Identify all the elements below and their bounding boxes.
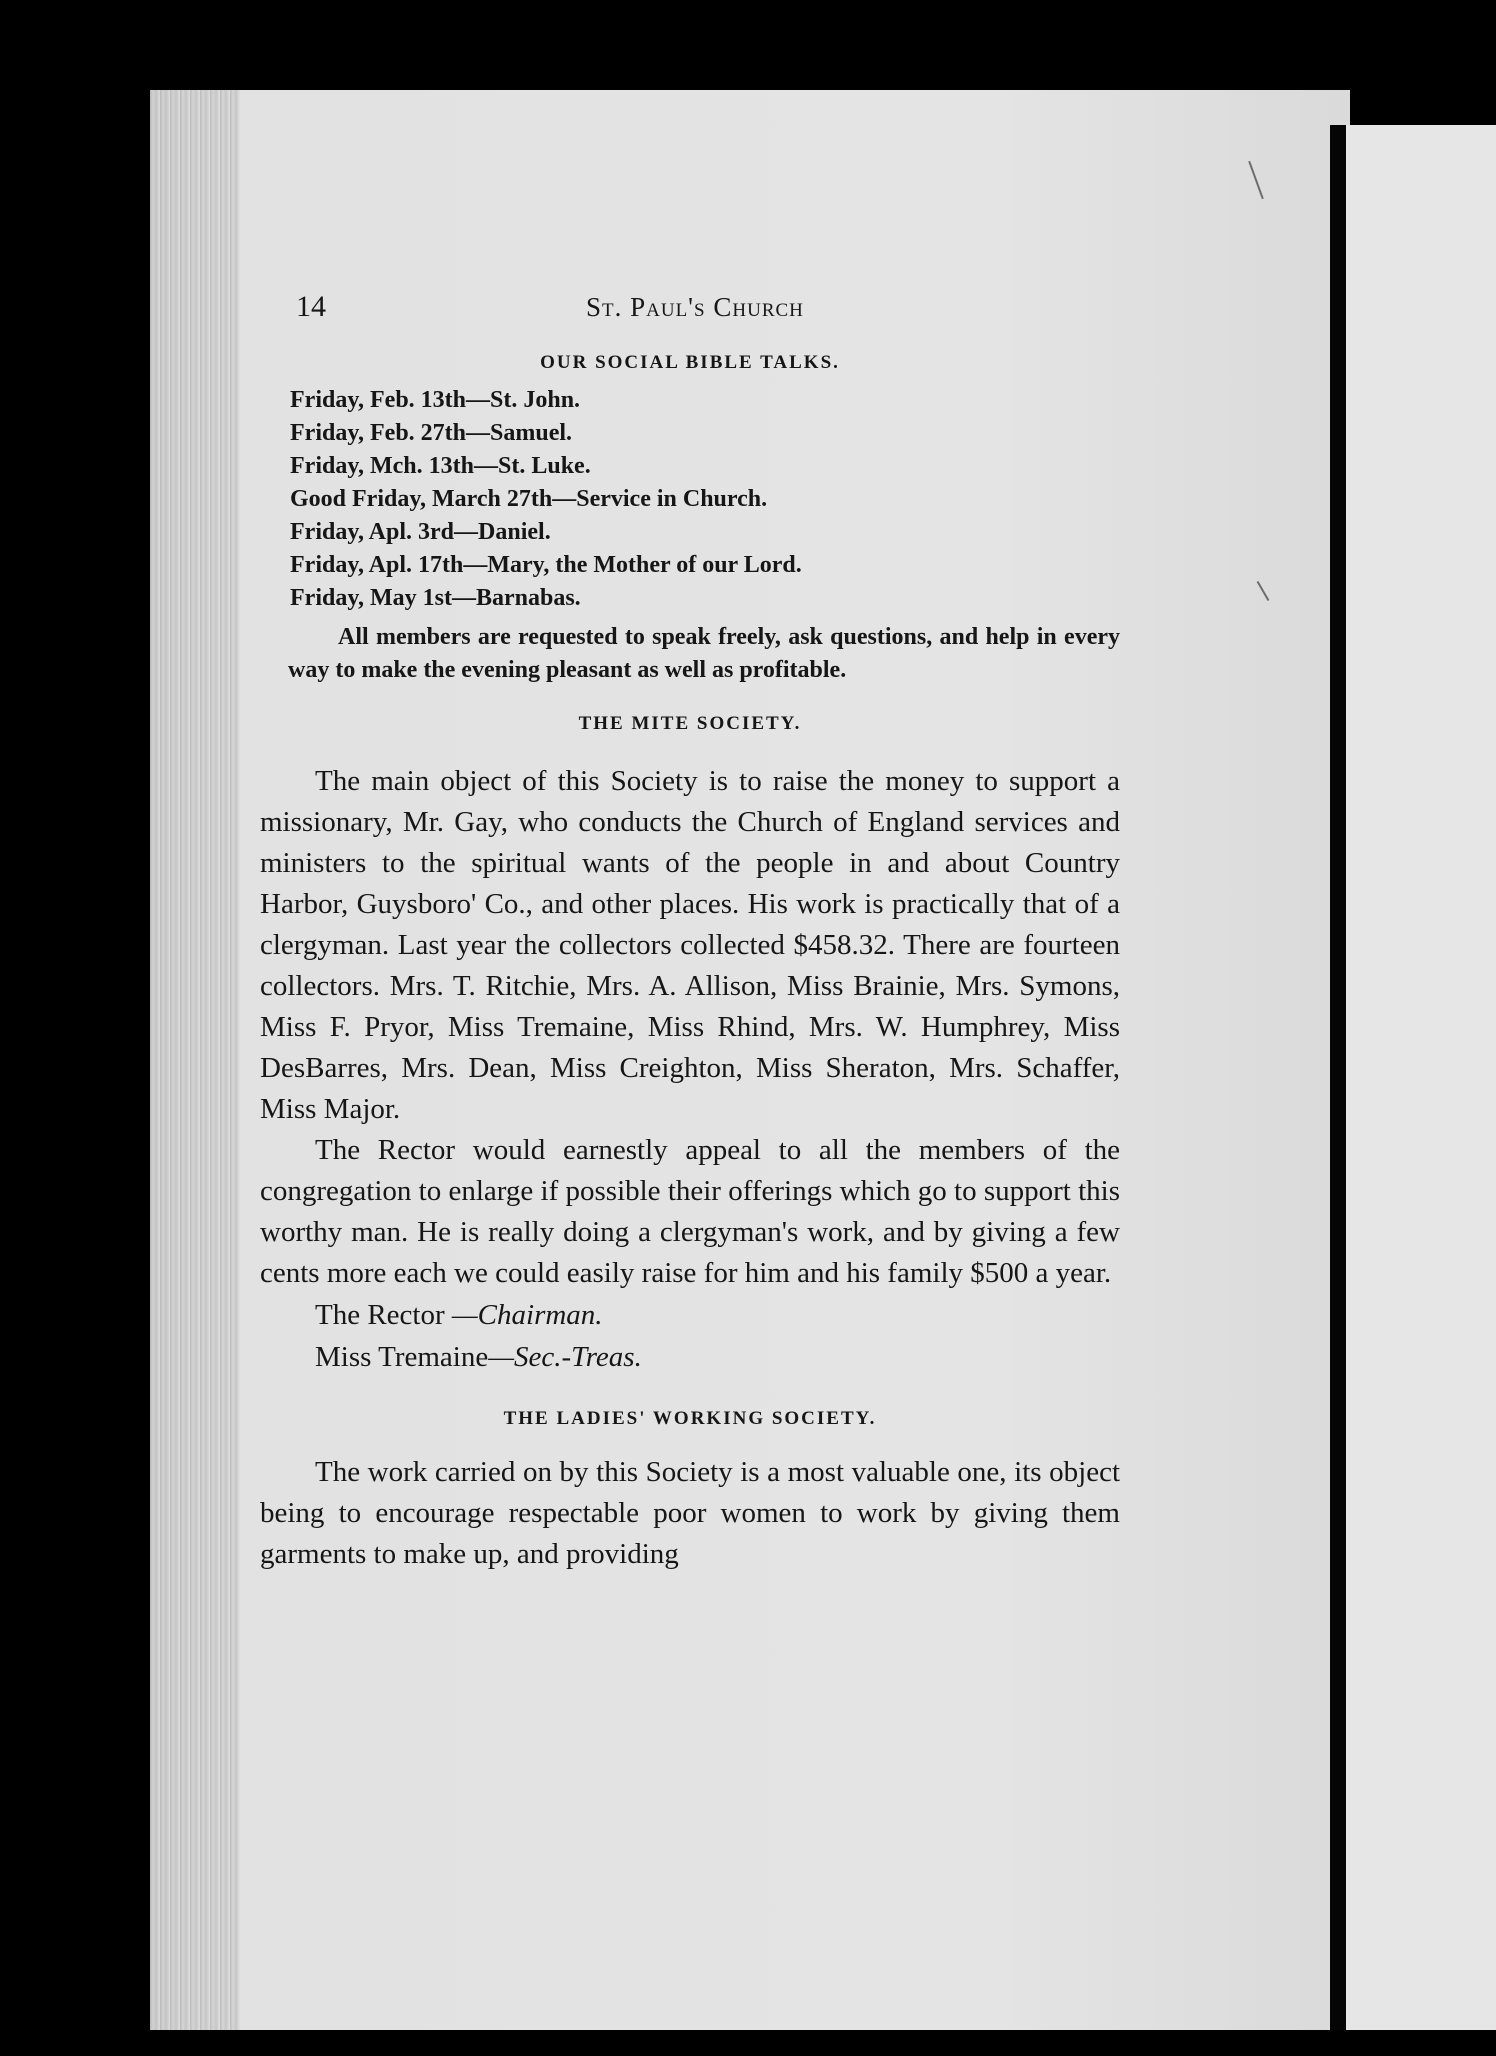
bible-talks-schedule: [290, 384, 1120, 615]
page-edge-stack: [150, 90, 240, 2030]
mite-society-paragraph: The main object of this Society is to raise the money to support a missionary, Mr. Gay, who conducts the Church of England services and ministers to the spiritual wants of the people in and about Country Harbor, Guysboro' Co., and other places. His work is practically that of a clergyman. Last year the collectors collected $458.32. There are fourteen collectors. Mrs. T. Ritchie, Mrs. A. Allison, Miss Brainie, Mrs. Symons, Miss F. Pryor, Miss Tremaine, Miss Rhind, Mrs. W. Humphrey, Miss DesBarres, Mrs. Dean, Miss Creighton, Miss Sheraton, Mrs. Schaffer, Miss Major.: [260, 765, 1120, 1125]
ladies-society-heading: THE LADIES' WORKING SOCIETY.: [503, 1408, 877, 1429]
schedule-item: Friday, Apl. 3rd—Daniel.: [290, 519, 551, 545]
schedule-item: Friday, Feb. 27th—Samuel.: [290, 420, 573, 446]
officer-name: Miss Tremaine: [315, 1341, 489, 1373]
mite-society-appeal: The Rector would earnestly appeal to all the members of the congregation to enlarge if possible their offerings which go to support this worthy man. He is really doing a clergyman's work, and by giving a few cents more each we could easily raise for him and his family $500 a year.: [260, 1134, 1120, 1289]
page-content: [260, 290, 1120, 1575]
officer-line: [315, 1336, 1120, 1378]
schedule-item: Friday, Apl. 17th—Mary, the Mother of our Lord.: [290, 552, 802, 578]
bible-talks-heading: OUR SOCIAL BIBLE TALKS.: [540, 352, 840, 373]
page-number: 14: [296, 290, 326, 323]
mite-society-heading: THE MITE SOCIETY.: [578, 713, 802, 734]
schedule-item: Friday, Feb. 13th—St. John.: [290, 387, 581, 413]
schedule-item: Friday, May 1st—Barnabas.: [290, 585, 581, 611]
officer-line: [315, 1294, 1120, 1336]
ladies-society-paragraph: The work carried on by this Society is a most valuable one, its object being to encourage respectable poor women to work by giving them garments to make up, and providing: [260, 1456, 1120, 1570]
schedule-item: Good Friday, March 27th—Service in Church.: [290, 486, 768, 512]
schedule-item: Friday, Mch. 13th—St. Luke.: [290, 453, 591, 479]
running-title: St. Paul's Church: [586, 292, 804, 322]
officer-role: —Chairman.: [451, 1299, 603, 1331]
facing-page-edge: [1346, 125, 1496, 2030]
book-spine-shadow: [1330, 125, 1346, 2030]
officer-name: The Rector: [315, 1299, 445, 1331]
running-head: [296, 290, 1120, 330]
bible-talks-note: All members are requested to speak freely, ask questions, and help in every way to make the evening pleasant as well as profitable.: [288, 624, 1120, 683]
officer-role: —Sec.-Treas.: [488, 1341, 642, 1373]
